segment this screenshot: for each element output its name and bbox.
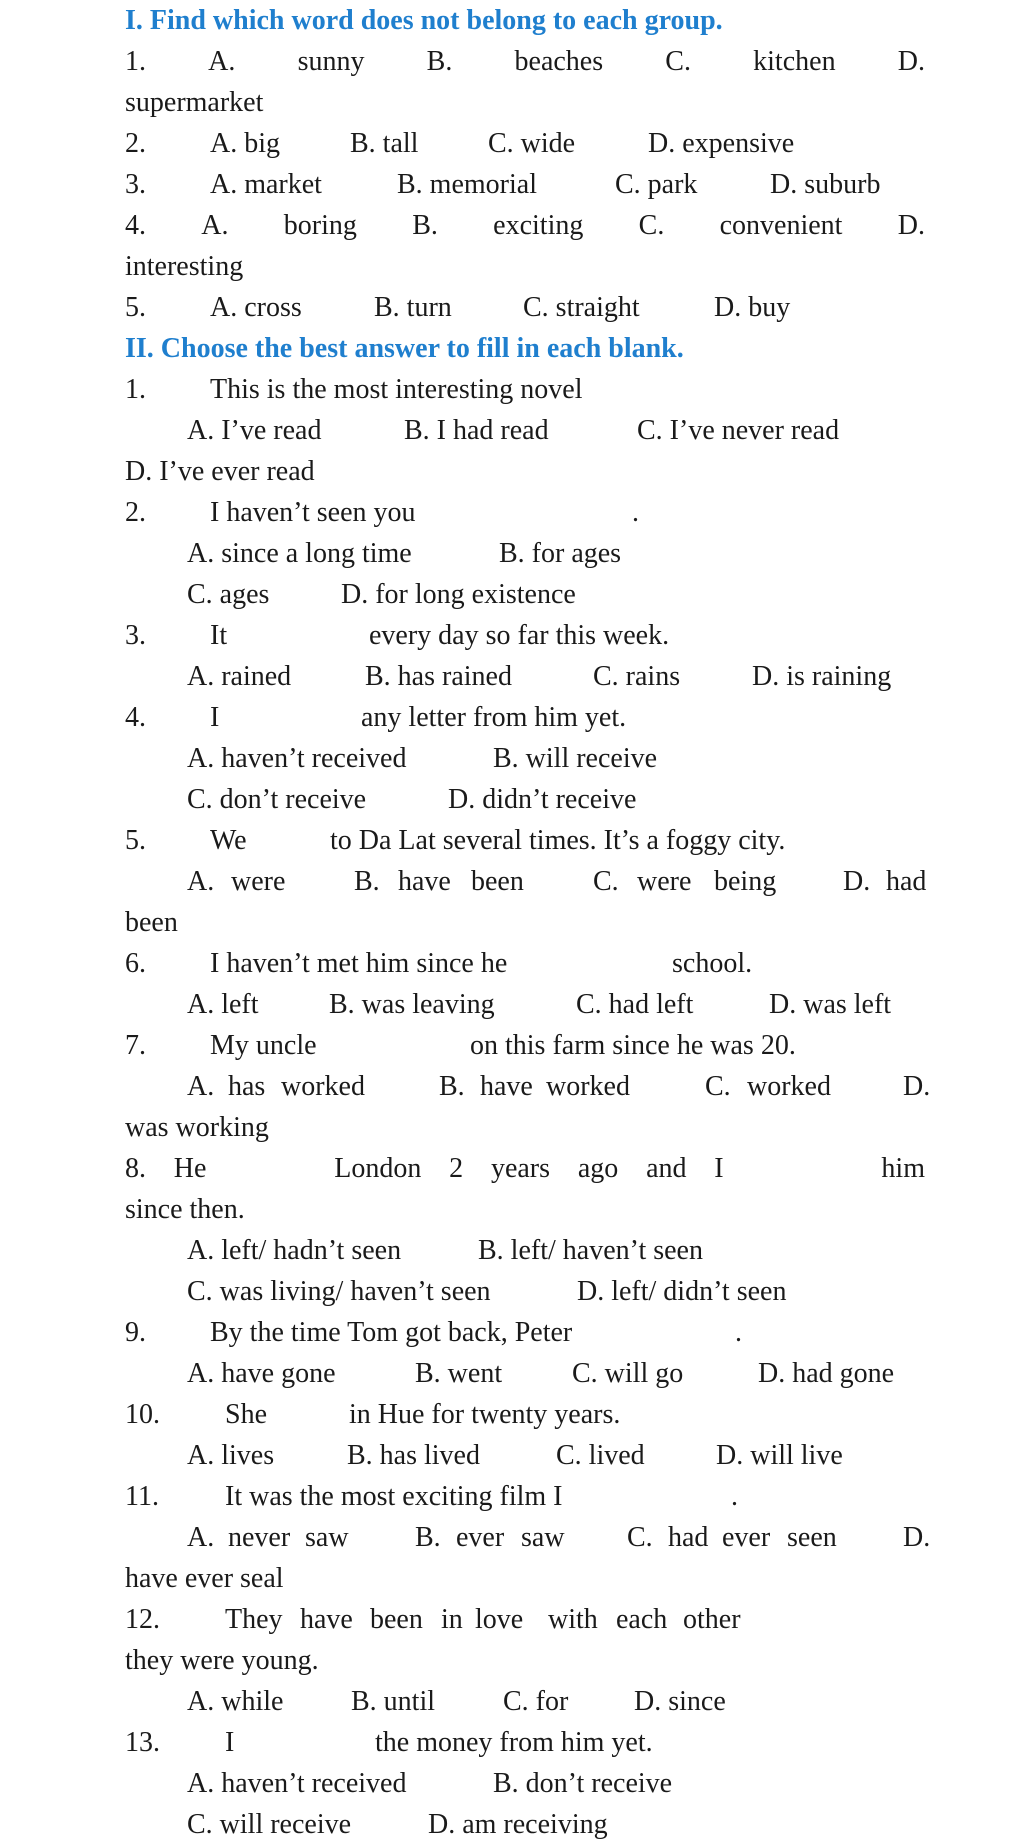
s2-q4-stem — [125, 697, 925, 738]
option-b-text-2: been — [471, 866, 524, 897]
option-a-letter: A. — [187, 1071, 215, 1102]
s2-q4-options-2 — [125, 779, 925, 820]
option-a: A. haven’t received — [187, 743, 407, 774]
option-c-text: worked — [747, 1071, 831, 1102]
option-b-letter: B. — [415, 1522, 441, 1553]
s2-q11-stem — [125, 1476, 925, 1517]
question-stem-cont: they were young. — [125, 1645, 319, 1676]
stem-end: . — [632, 497, 639, 528]
option-a: A. rained — [187, 661, 292, 692]
s2-q3-options — [125, 656, 925, 697]
stem-word: years — [490, 1153, 551, 1184]
stem-end: . — [731, 1481, 738, 1512]
s2-q5-stem — [125, 820, 925, 861]
option-d: D. suburb — [770, 169, 881, 200]
option-a: A. have gone — [187, 1358, 336, 1389]
question-stem-end: school. — [672, 948, 753, 979]
option-c: C. ages — [187, 579, 270, 610]
stem-word: him — [881, 1153, 925, 1184]
question-number: 12. — [125, 1604, 160, 1635]
option-a: A. left/ hadn’t seen — [187, 1235, 402, 1266]
question-number: 1. — [125, 46, 146, 77]
option-b: B. for ages — [499, 538, 622, 569]
option-b-text: exciting — [493, 210, 584, 241]
question-stem-cont: since then. — [125, 1194, 245, 1225]
question-stem: I haven’t seen you — [210, 497, 416, 528]
option-d-text: supermarket — [125, 87, 264, 118]
question-stem-end: on this farm since he was 20. — [470, 1030, 796, 1061]
option-b-text: have — [398, 866, 451, 897]
option-a-letter: A. — [187, 866, 215, 897]
option-c-text: convenient — [719, 210, 843, 241]
stem-word: in — [441, 1604, 463, 1635]
option-b: B. has rained — [365, 661, 512, 692]
option-a: A. lives — [187, 1440, 275, 1471]
s1-q1-cont — [125, 82, 925, 123]
option-c: C. don’t receive — [187, 784, 367, 815]
option-c: C. will go — [572, 1358, 684, 1389]
option-d: D. will live — [716, 1440, 843, 1471]
option-a-text-2: saw — [305, 1522, 349, 1553]
option-b-text-2: saw — [521, 1522, 565, 1553]
option-d: D. didn’t receive — [448, 784, 637, 815]
option-d: D. I’ve ever read — [125, 456, 315, 487]
question-stem-start: She — [225, 1399, 267, 1430]
option-c: C. wide — [488, 128, 576, 159]
option-d-letter: D. — [843, 866, 871, 897]
option-a-letter: A. — [201, 210, 229, 241]
option-b-letter: B. — [426, 46, 453, 77]
stem-word: have — [300, 1604, 353, 1635]
option-d: D. left/ didn’t seen — [577, 1276, 787, 1307]
question-number: 8. — [125, 1153, 146, 1184]
question-stem-start: I — [225, 1727, 235, 1758]
option-d: D. had gone — [758, 1358, 895, 1389]
s2-q6-stem — [125, 943, 925, 984]
s2-q8-stem — [125, 1148, 925, 1189]
question-stem-end: any letter from him yet. — [361, 702, 627, 733]
option-b: B. until — [351, 1686, 436, 1717]
question-number: 4. — [125, 210, 146, 241]
option-b: B. tall — [350, 128, 419, 159]
s2-q1-options — [125, 410, 925, 451]
s2-q1-options-cont — [125, 451, 925, 492]
option-c: C. rains — [593, 661, 681, 692]
option-a: A. since a long time — [187, 538, 412, 569]
s2-q5-options — [125, 861, 925, 902]
s2-q6-options — [125, 984, 925, 1025]
stem-word: They — [225, 1604, 283, 1635]
option-d-text: interesting — [125, 251, 244, 282]
option-c: C. was living/ haven’t seen — [187, 1276, 491, 1307]
question-stem-start: I haven’t met him since he — [210, 948, 508, 979]
question-number: 9. — [125, 1317, 146, 1348]
option-b-text: have — [480, 1071, 533, 1102]
s2-q13-options — [125, 1763, 925, 1804]
s1-q2 — [125, 123, 925, 164]
option-a: A. left — [187, 989, 259, 1020]
option-a: A. haven’t received — [187, 1768, 407, 1799]
option-c: C. park — [615, 169, 698, 200]
option-a: A. I’ve read — [187, 415, 322, 446]
s2-q4-options — [125, 738, 925, 779]
s2-q11-options — [125, 1517, 931, 1558]
question-number: 3. — [125, 169, 146, 200]
stem-word: ago — [577, 1153, 619, 1184]
question-number: 6. — [125, 948, 146, 979]
stem-word: and — [646, 1153, 687, 1184]
option-d-letter: D. — [897, 210, 925, 241]
question-stem-end: the money from him yet. — [375, 1727, 653, 1758]
option-a-text: never — [228, 1522, 291, 1553]
question-stem-start: We — [210, 825, 247, 856]
option-a-letter: A. — [208, 46, 236, 77]
option-d: D. buy — [714, 292, 791, 323]
option-a-text: sunny — [297, 46, 365, 77]
s2-q2-options — [125, 533, 925, 574]
option-c: C. will receive — [187, 1809, 352, 1840]
question-number: 13. — [125, 1727, 160, 1758]
s2-q8-options-2 — [125, 1271, 925, 1312]
option-d-text: have ever seal — [125, 1563, 284, 1594]
s2-q9-options — [125, 1353, 925, 1394]
option-b: B. memorial — [397, 169, 537, 200]
option-c: C. had left — [576, 989, 694, 1020]
question-stem-start: I — [210, 702, 220, 733]
stem-word: London — [334, 1153, 422, 1184]
stem-word: been — [370, 1604, 423, 1635]
question-number: 4. — [125, 702, 146, 733]
option-c-letter: C. — [665, 46, 691, 77]
option-b-text-2: worked — [546, 1071, 630, 1102]
s2-q10-stem — [125, 1394, 925, 1435]
option-d: D. am receiving — [428, 1809, 608, 1840]
option-a-text: has — [228, 1071, 266, 1102]
option-a-letter: A. — [187, 1522, 215, 1553]
s2-q8-stem-cont — [125, 1189, 925, 1230]
stem-word: each — [616, 1604, 668, 1635]
option-c: C. I’ve never read — [637, 415, 840, 446]
s1-q4 — [125, 205, 925, 246]
option-d-letter: D. — [903, 1071, 931, 1102]
question-number: 10. — [125, 1399, 160, 1430]
option-d: D. was left — [769, 989, 892, 1020]
question-stem: By the time Tom got back, Peter — [210, 1317, 573, 1348]
option-b: B. went — [415, 1358, 503, 1389]
s2-q12-options — [125, 1681, 925, 1722]
option-c-text-3: seen — [787, 1522, 837, 1553]
stem-word: I — [714, 1153, 724, 1184]
question-number: 5. — [125, 825, 146, 856]
option-c: C. straight — [523, 292, 640, 323]
stem-word: with — [548, 1604, 598, 1635]
option-a: A. big — [210, 128, 280, 159]
s2-q9-stem — [125, 1312, 925, 1353]
s1-q3 — [125, 164, 925, 205]
s1-q5 — [125, 287, 925, 328]
option-b-text: beaches — [514, 46, 604, 77]
stem-word: 2 — [449, 1153, 464, 1184]
s2-q13-stem — [125, 1722, 925, 1763]
section-2-heading: II. Choose the best answer to fill in each blank. — [125, 333, 684, 364]
question-number: 2. — [125, 497, 146, 528]
option-c-letter: C. — [627, 1522, 653, 1553]
question-number: 11. — [125, 1481, 159, 1512]
question-stem-end: in Hue for twenty years. — [349, 1399, 621, 1430]
s2-q7-options-cont — [125, 1107, 925, 1148]
s2-q2-stem — [125, 492, 925, 533]
question-stem-start: It — [210, 620, 228, 651]
option-c: C. for — [503, 1686, 569, 1717]
option-c-letter: C. — [638, 210, 665, 241]
option-b: B. don’t receive — [493, 1768, 673, 1799]
question-number: 7. — [125, 1030, 146, 1061]
option-c-letter: C. — [705, 1071, 731, 1102]
option-b: B. has lived — [347, 1440, 480, 1471]
s2-q5-options-cont — [125, 902, 925, 943]
option-a: A. market — [210, 169, 322, 200]
option-b: B. left/ haven’t seen — [478, 1235, 703, 1266]
option-d: D. expensive — [648, 128, 795, 159]
question-stem-end: every day so far this week. — [369, 620, 670, 651]
option-b: B. was leaving — [329, 989, 495, 1020]
s2-q10-options — [125, 1435, 925, 1476]
s2-q2-options-2 — [125, 574, 925, 615]
s2-q7-options — [125, 1066, 931, 1107]
option-a: A. cross — [210, 292, 302, 323]
option-b-letter: B. — [354, 866, 380, 897]
s2-q12-stem-cont — [125, 1640, 925, 1681]
question-stem-end: to Da Lat several times. It’s a foggy city. — [330, 825, 786, 856]
stem-word: love — [475, 1604, 524, 1635]
s2-q13-options-2 — [125, 1804, 925, 1845]
s1-q4-cont — [125, 246, 925, 287]
option-c-text: kitchen — [753, 46, 836, 77]
stem-end: . — [735, 1317, 742, 1348]
option-b-letter: B. — [439, 1071, 465, 1102]
option-a-text-2: worked — [281, 1071, 365, 1102]
option-a-text: boring — [283, 210, 357, 241]
option-a: A. while — [187, 1686, 284, 1717]
option-d-text: was working — [125, 1112, 269, 1143]
option-a-text: were — [231, 866, 286, 897]
s2-q7-stem — [125, 1025, 925, 1066]
question-number: 2. — [125, 128, 146, 159]
option-d-letter: D. — [897, 46, 925, 77]
s2-q11-options-cont — [125, 1558, 925, 1599]
option-d-text: had — [886, 866, 927, 897]
option-d: D. since — [634, 1686, 726, 1717]
option-c-text-2: ever — [722, 1522, 771, 1553]
question-number: 1. — [125, 374, 146, 405]
question-stem: It was the most exciting film I — [225, 1481, 563, 1512]
stem-word: other — [683, 1604, 741, 1635]
option-c-text-2: being — [714, 866, 777, 897]
option-c-letter: C. — [593, 866, 619, 897]
option-d: D. for long existence — [341, 579, 576, 610]
option-d-text-cont: been — [125, 907, 178, 938]
option-b-text: ever — [456, 1522, 505, 1553]
option-b: B. turn — [374, 292, 452, 323]
question-number: 3. — [125, 620, 146, 651]
question-stem: This is the most interesting novel — [210, 374, 583, 405]
option-b-letter: B. — [412, 210, 438, 241]
option-c-text: had — [668, 1522, 709, 1553]
s1-q1 — [125, 41, 925, 82]
section-1-heading: I. Find which word does not belong to each group. — [125, 5, 723, 36]
option-c: C. lived — [556, 1440, 645, 1471]
stem-word: He — [173, 1153, 207, 1184]
s2-q12-stem — [125, 1599, 925, 1640]
option-d-letter: D. — [903, 1522, 931, 1553]
worksheet — [125, 0, 931, 1845]
question-stem-start: My uncle — [210, 1030, 317, 1061]
option-b: B. I had read — [404, 415, 549, 446]
s2-q1-stem — [125, 369, 925, 410]
option-d: D. is raining — [752, 661, 892, 692]
option-b: B. will receive — [493, 743, 658, 774]
question-number: 5. — [125, 292, 146, 323]
s2-q8-options — [125, 1230, 925, 1271]
s2-q3-stem — [125, 615, 925, 656]
option-c-text: were — [637, 866, 692, 897]
